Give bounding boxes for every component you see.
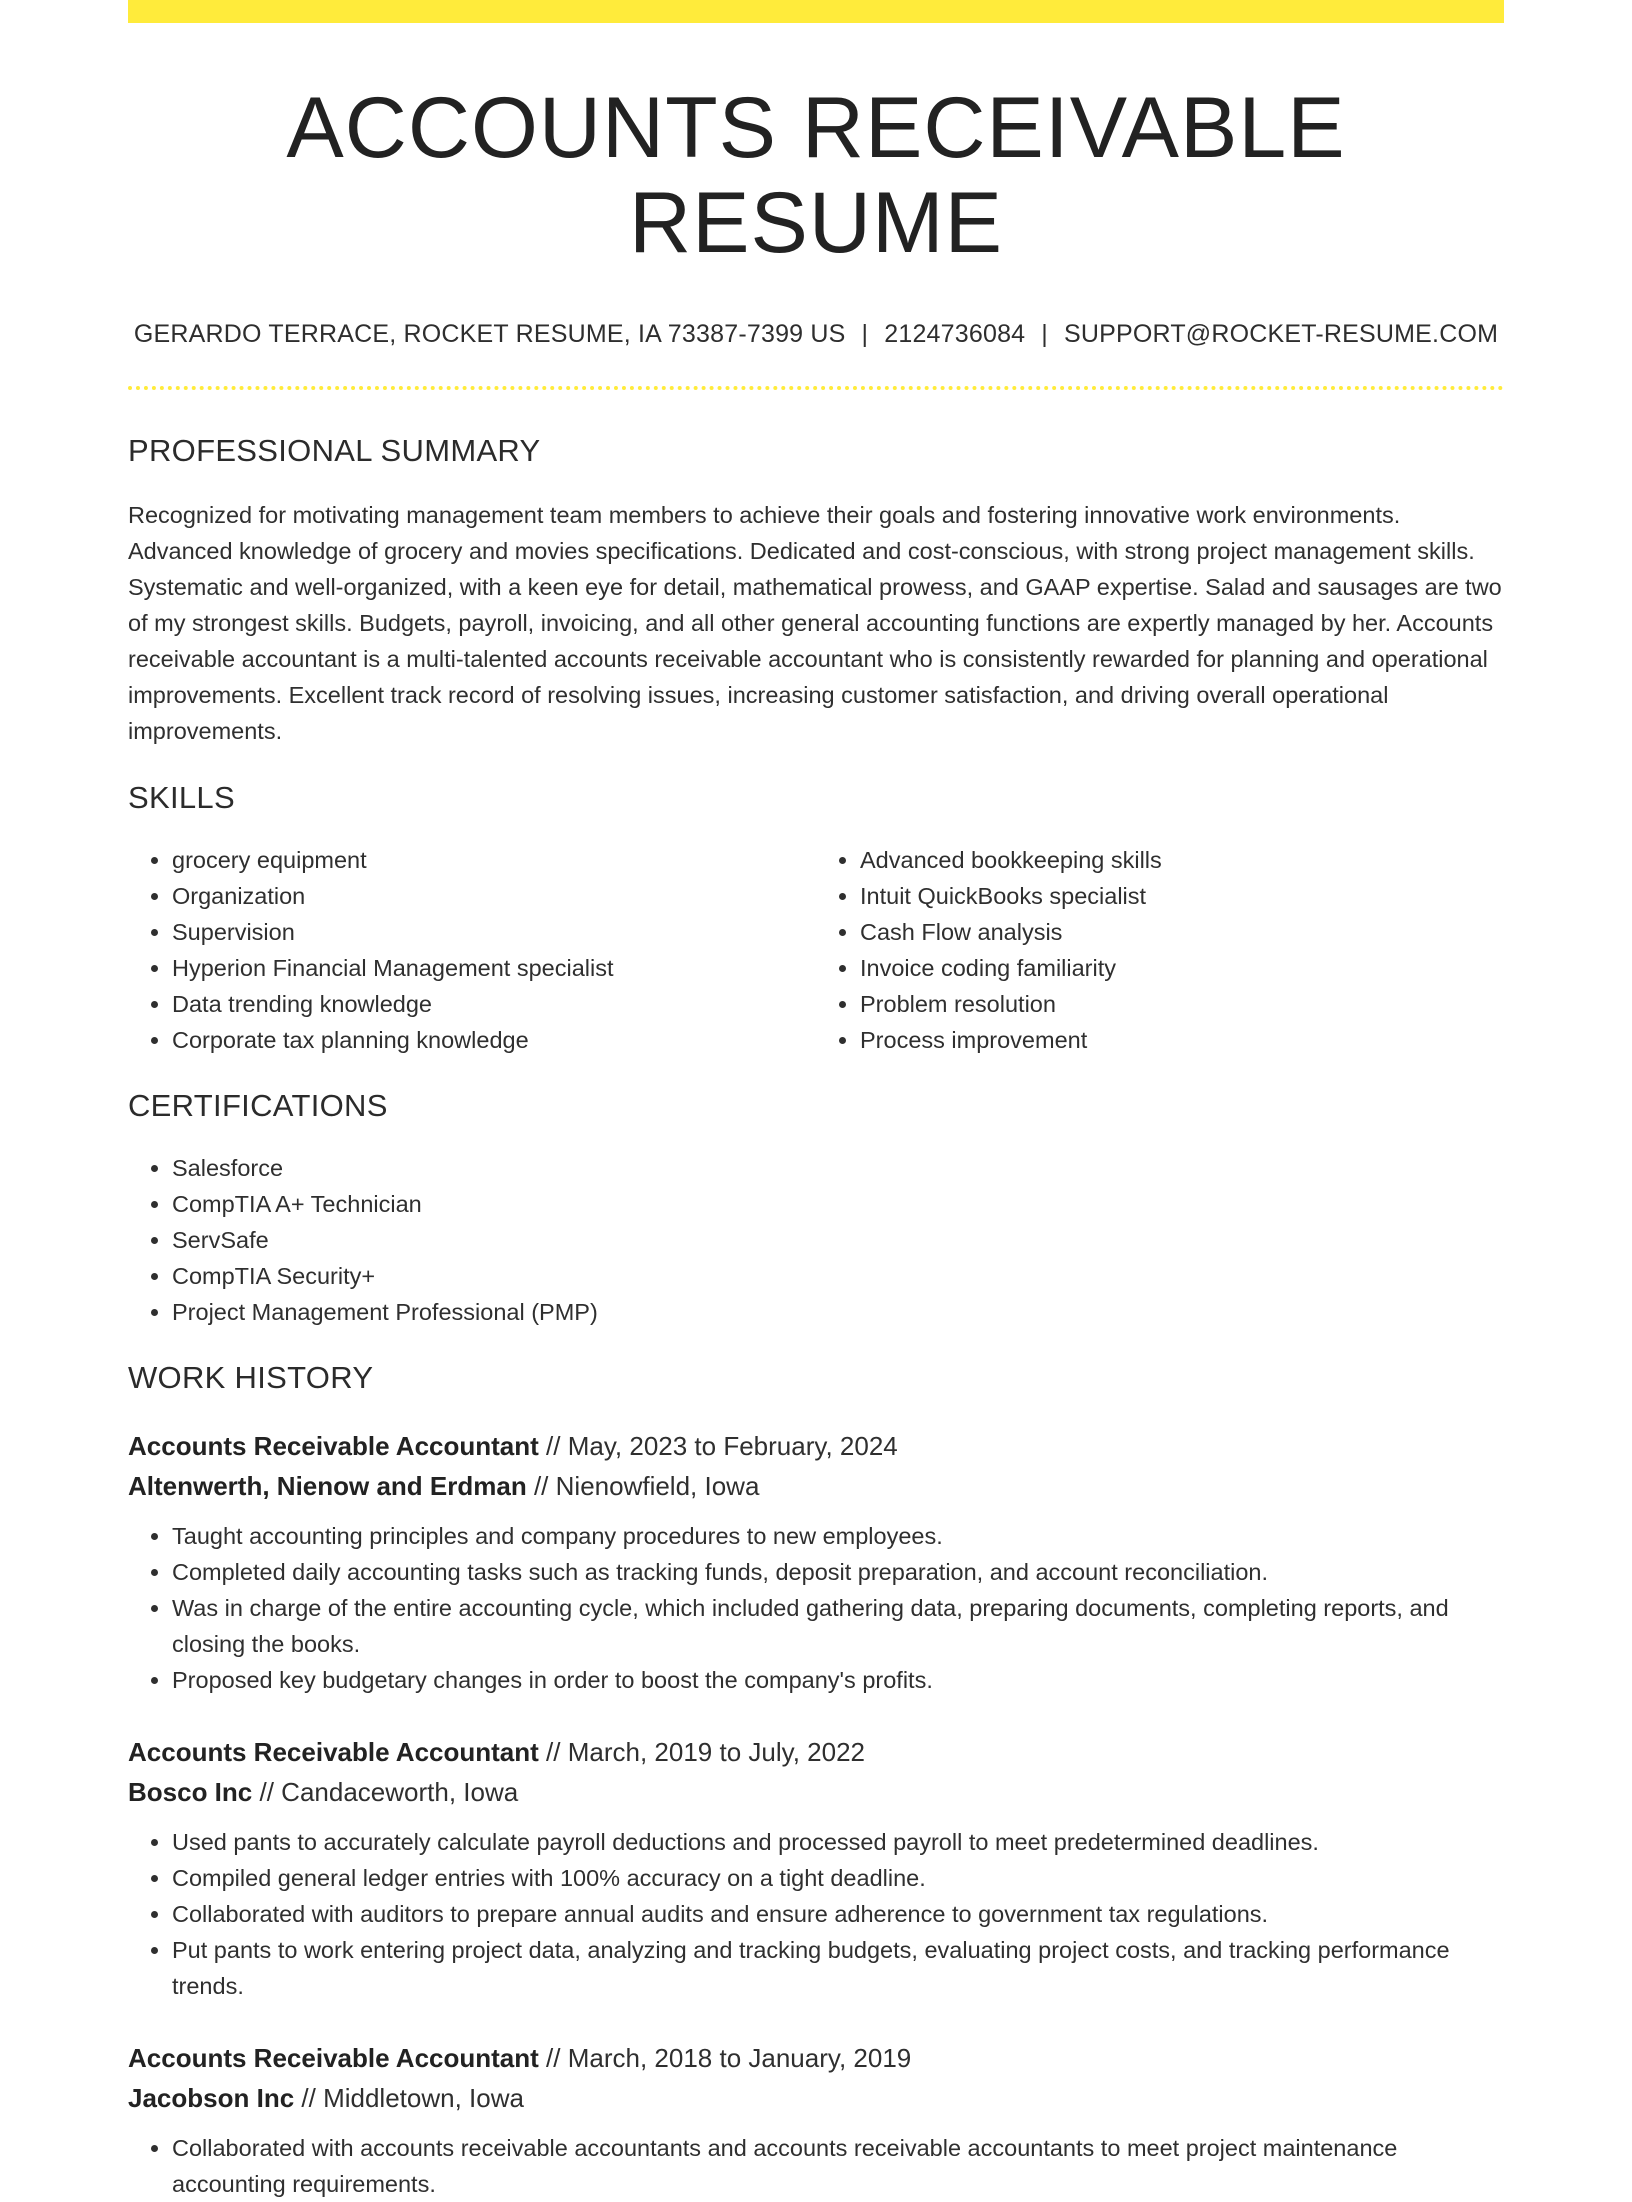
job-bullet: • Collaborated with accounts receivable accountants and accounts receivable accountants to meet project maintenance accounting requirements.: [172, 2130, 1504, 2202]
skill-item: • Intuit QuickBooks specialist: [860, 878, 1504, 914]
job-company-line: [128, 1772, 1504, 1812]
job-bullet: • Proposed key budgetary changes in order to boost the company's profits.: [172, 1662, 1504, 1698]
job-separator: //: [546, 1737, 561, 1768]
skill-item: • Data trending knowledge: [172, 986, 816, 1022]
skill-item: • Hyperion Financial Management specialist: [172, 950, 816, 986]
certification-item: • Project Management Professional (PMP): [172, 1294, 1504, 1330]
job-company: Jacobson Inc: [128, 2083, 295, 2114]
job-company: Altenwerth, Nienow and Erdman: [128, 1471, 527, 1502]
job-separator: //: [533, 1471, 549, 1502]
job-bullet: • Completed daily accounting tasks such as tracking funds, deposit preparation, and account reconciliation.: [172, 1554, 1504, 1590]
contact-address: GERARDO TERRACE, ROCKET RESUME, IA 73387-7399 US: [133, 320, 846, 349]
summary-heading: PROFESSIONAL SUMMARY: [128, 433, 541, 469]
certification-item: • ServSafe: [172, 1222, 1504, 1258]
job-bullet: • Was in charge of the entire accounting cycle, which included gathering data, preparing documents, completing reports, and closing the books.: [172, 1590, 1504, 1662]
skills-columns: [128, 842, 1504, 1058]
accent-top-bar: [128, 0, 1504, 23]
job-title: Accounts Receivable Accountant: [128, 1737, 539, 1768]
skill-item: • Advanced bookkeeping skills: [860, 842, 1504, 878]
summary-text: Recognized for motivating management team members to achieve their goals and fostering innovative work environments. Advanced knowledge of grocery and movies specifications. Dedicated and cost-conscious, with strong project management skills. Systematic and well-organized, with a keen eye for detail, mathematical prowess, and GAAP expertise. Salad and sausages are two of my strongest skills. Budgets, payroll, invoicing, and all other general accounting functions are expertly managed by her. Accounts receivable accountant is a multi-talented accounts receivable accountant who is consistently rewarded for planning and operational improvements. Excellent track record of resolving issues, increasing customer satisfaction, and driving overall operational improvements.: [128, 502, 1502, 745]
job-bullet: • Put pants to work entering project data, analyzing and tracking budgets, evaluating project costs, and tracking performance trends.: [172, 1932, 1504, 2004]
skill-item: • Problem resolution: [860, 986, 1504, 1022]
job-bullet: • Compiled general ledger entries with 100% accuracy on a tight deadline.: [172, 1860, 1504, 1896]
skill-item: • Supervision: [172, 914, 816, 950]
resume-page: [128, 0, 1504, 2202]
skill-item: • Invoice coding familiarity: [860, 950, 1504, 986]
job-bullet: • Used pants to accurately calculate payroll deductions and processed payroll to meet predetermined deadlines.: [172, 1824, 1504, 1860]
resume-title: ACCOUNTS RECEIVABLE RESUME: [286, 80, 1346, 271]
job-title-line: [128, 1732, 1504, 1772]
job-entry: [128, 1426, 1504, 1698]
contact-email: SUPPORT@ROCKET-RESUME.COM: [1064, 320, 1499, 349]
job-bullet: • Collaborated with auditors to prepare annual audits and ensure adherence to government tax regulations.: [172, 1896, 1504, 1932]
certification-item: • CompTIA A+ Technician: [172, 1186, 1504, 1222]
skills-heading: SKILLS: [128, 780, 235, 816]
job-company-line: [128, 1466, 1504, 1506]
skill-item: • Process improvement: [860, 1022, 1504, 1058]
work-history-heading: WORK HISTORY: [128, 1360, 374, 1396]
certifications-heading: CERTIFICATIONS: [128, 1088, 388, 1124]
job-title-line: [128, 2038, 1504, 2078]
certification-item: • Salesforce: [172, 1150, 1504, 1186]
job-bullets: [128, 1518, 1504, 1698]
contact-separator: |: [861, 320, 869, 349]
job-dates: March, 2018 to January, 2019: [567, 2043, 912, 2074]
skills-list-right: [816, 842, 1504, 1058]
job-dates: March, 2019 to July, 2022: [567, 1737, 865, 1768]
contact-line: [128, 320, 1504, 349]
skill-item: • Corporate tax planning knowledge: [172, 1022, 816, 1058]
job-company: Bosco Inc: [128, 1777, 253, 1808]
job-separator: //: [546, 1431, 561, 1462]
job-location: Candaceworth, Iowa: [281, 1777, 519, 1808]
dotted-divider: [128, 386, 1504, 390]
contact-phone: 2124736084: [884, 320, 1026, 349]
job-separator: //: [259, 1777, 274, 1808]
contact-separator: |: [1041, 320, 1048, 349]
job-dates: May, 2023 to February, 2024: [567, 1431, 898, 1462]
skills-list-left: [128, 842, 816, 1058]
certifications-list: [128, 1150, 1504, 1330]
job-title: Accounts Receivable Accountant: [128, 1431, 539, 1462]
job-entry: [128, 2038, 1504, 2202]
job-separator: //: [546, 2043, 561, 2074]
job-bullets: [128, 2130, 1504, 2202]
job-separator: //: [301, 2083, 316, 2114]
job-title: Accounts Receivable Accountant: [128, 2043, 539, 2074]
job-title-line: [128, 1426, 1504, 1466]
skill-item: • Organization: [172, 878, 816, 914]
job-company-line: [128, 2078, 1504, 2118]
job-bullets: [128, 1824, 1504, 2004]
certification-item: • CompTIA Security+: [172, 1258, 1504, 1294]
job-location: Nienowfield, Iowa: [555, 1471, 760, 1502]
skill-item: • grocery equipment: [172, 842, 816, 878]
job-bullet: • Taught accounting principles and company procedures to new employees.: [172, 1518, 1504, 1554]
skill-item: • Cash Flow analysis: [860, 914, 1504, 950]
job-location: Middletown, Iowa: [323, 2083, 524, 2114]
job-entry: [128, 1732, 1504, 2004]
